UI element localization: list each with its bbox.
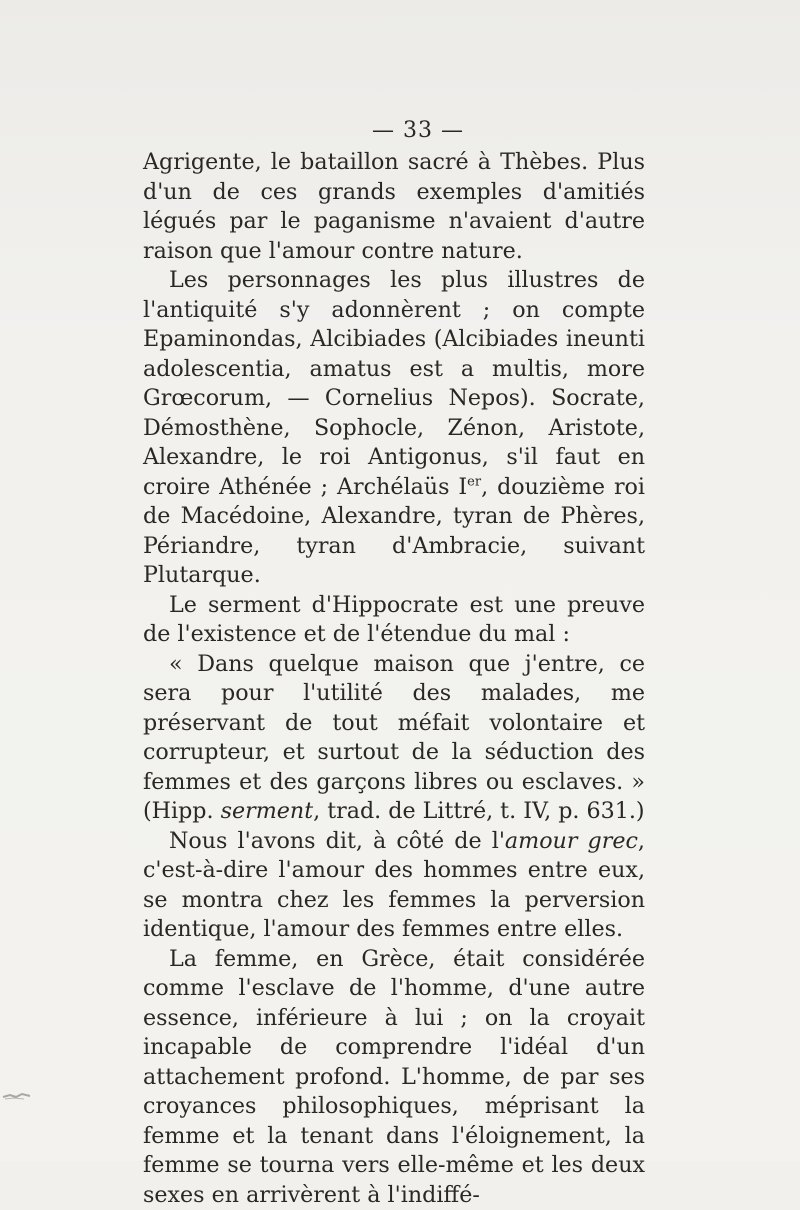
paragraph-text: , douzième roi de Macédoine, Alexandre, tyran de Phères, Périandre, tyran d'Ambracie, suivant Plutarque. [143, 474, 645, 589]
paragraph-text: , trad. de Littré, t. IV, p. 631.) [313, 798, 644, 824]
italic-text: amour grec [505, 828, 638, 854]
superscript-text: er [467, 474, 481, 489]
paragraph [143, 650, 645, 827]
paragraph-text: Le serment d'Hippocrate est une preuve de l'existence et de l'étendue du mal : [143, 592, 645, 648]
paragraph [143, 266, 645, 591]
scan-smudge-mark [2, 1091, 32, 1101]
paragraph [143, 148, 645, 266]
paragraph-text: Nous l'avons dit, à côté de l' [169, 828, 505, 854]
page-number: — 33 — [0, 118, 800, 143]
paragraph-text: , c'est-à-dire l'amour des hommes entre eux, se montra chez les femmes la perversion identique, l'amour des femmes entre elles. [143, 828, 645, 943]
paragraph-text: Les personnages les plus illustres de l'antiquité s'y adonnèrent ; on compte Epaminondas, Alcibiades (Alcibiades ineunti adolescentia, amatus est a multis, more Grœcorum, — Cornelius Nepos). Socrate, Démosthène, Sophocle, Zénon, Aristote, Alexandre, le roi Antigonus, s'il faut en croire Athénée ; Archélaüs I [143, 267, 645, 500]
paragraph [143, 945, 645, 1210]
paragraph [143, 827, 645, 945]
paragraph-text: Agrigente, le bataillon sacré à Thèbes. Plus d'un de ces grands exemples d'amitiés légués par le paganisme n'avaient d'autre raison que l'amour contre nature. [143, 149, 645, 264]
paragraph [143, 591, 645, 650]
paragraph-text: La femme, en Grèce, était considérée comme l'esclave de l'homme, d'une autre essence, inférieure à lui ; on la croyait incapable de comprendre l'idéal d'un attachement profond. L'homme, de par ses croyances philosophiques, méprisant la femme et la tenant dans l'éloignement, la femme se tourna vers elle-même et les deux sexes en arrivèrent à l'indiffé- [143, 946, 645, 1208]
body-text [143, 148, 645, 1210]
italic-text: serment [221, 798, 314, 824]
paragraph-text: « Dans quelque maison que j'entre, ce sera pour l'utilité des malades, me préservant de tout méfait volontaire et corrupteur, et surtout de la séduction des femmes et des garçons libres ou esclaves. » (Hipp. [143, 651, 645, 825]
